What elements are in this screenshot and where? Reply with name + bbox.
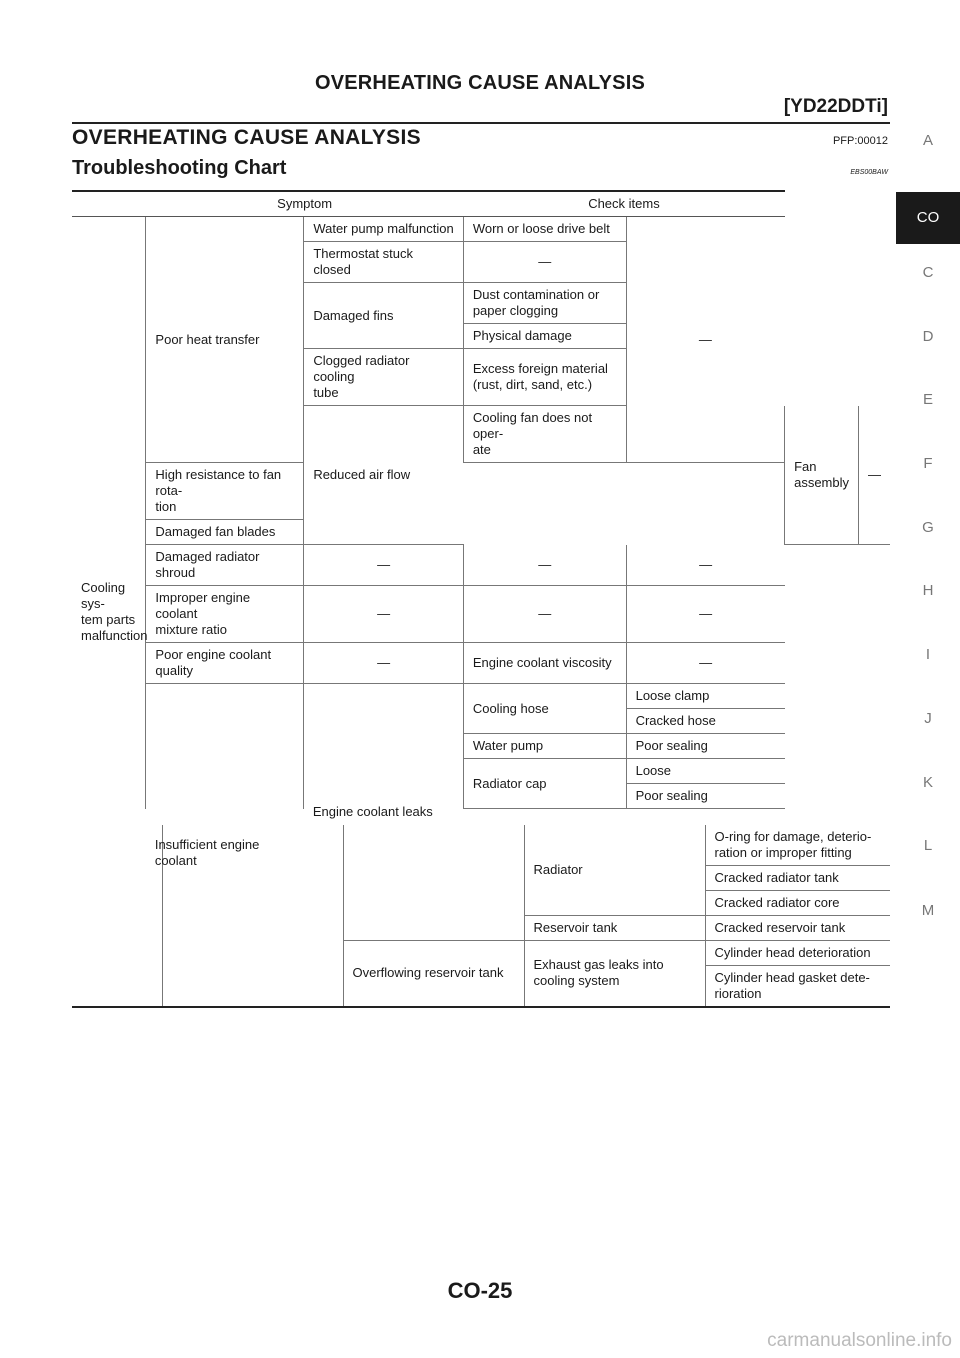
cell-water-pump-malfunction: Water pump malfunction [304, 217, 464, 242]
group-cooling-system-label: Cooling sys- tem parts malfunction [81, 579, 148, 643]
watermark: carmanualsonline.info [767, 1330, 952, 1351]
cell-thermostat-check: — [463, 242, 626, 283]
side-tab-a[interactable]: A [922, 132, 933, 149]
header-blank [72, 191, 146, 217]
side-tab-l[interactable]: L [923, 837, 933, 854]
side-tab-f[interactable]: F [923, 455, 933, 472]
cell-mixture-c4: — [463, 586, 626, 643]
side-tab-c[interactable]: C [922, 264, 934, 281]
cell-high-resistance: High resistance to fan rota- tion [146, 463, 304, 520]
cell-mixture-c3: — [304, 586, 464, 643]
cell-worn-belt: Worn or loose drive belt [463, 217, 626, 242]
cell-coolant-leaks [304, 684, 464, 809]
cell-radiator: Radiator [524, 825, 705, 916]
cell-excess-material: Excess foreign material (rust, dirt, sand, etc.) [463, 349, 626, 406]
cell-overflowing: Overflowing reservoir tank [343, 940, 524, 1007]
cell-water-pump: Water pump [463, 734, 626, 759]
cell-cracked-core: Cracked radiator core [705, 890, 890, 915]
cell-physical-damage: Physical damage [463, 324, 626, 349]
group-cooling-system [72, 217, 146, 809]
group-cont [72, 825, 162, 1007]
cell-reduced-air-flow: Reduced air flow [304, 406, 464, 545]
cell-quality-c5: — [626, 643, 785, 684]
cell-dust: Dust contamination or paper clogging [463, 283, 626, 324]
header-symptom: Symptom [146, 191, 463, 217]
cell-poor-sealing-2: Poor sealing [626, 784, 785, 809]
cell-fan-assembly: Fan assembly [785, 406, 859, 545]
cell-pht-last: — [626, 217, 785, 463]
cell-insufficient-coolant-label: Insufficient engine coolant [154, 837, 260, 868]
cell-fan-blades: Damaged fan blades [146, 520, 304, 545]
cell-quality-c4: Engine coolant viscosity [463, 643, 626, 684]
header-title: OVERHEATING CAUSE ANALYSIS [314, 72, 646, 94]
cell-damaged-fins: Damaged fins [304, 283, 464, 349]
troubleshooting-table [72, 190, 890, 809]
section-title: OVERHEATING CAUSE ANALYSIS [72, 126, 421, 149]
side-tab-i[interactable]: I [925, 646, 931, 663]
cell-mixture: Improper engine coolant mixture ratio [146, 586, 304, 643]
cell-raf-last: — [859, 406, 891, 545]
cell-cracked-hose: Cracked hose [626, 709, 785, 734]
cell-poor-sealing-1: Poor sealing [626, 734, 785, 759]
cell-shroud: Damaged radiator shroud [146, 545, 304, 586]
side-tab-g[interactable]: G [922, 519, 934, 536]
cell-gasket-det: Cylinder head gasket dete- rioration [705, 965, 890, 1007]
cell-coolant-leaks-cont [343, 825, 524, 941]
cell-radiator-cap: Radiator cap [463, 759, 626, 809]
side-tab-j[interactable]: J [924, 710, 932, 727]
side-tab-d[interactable]: D [922, 328, 934, 345]
cell-mixture-c5: — [626, 586, 785, 643]
cell-shroud-c3: — [304, 545, 464, 586]
cell-loose-clamp: Loose clamp [626, 684, 785, 709]
cell-fan-not-operate: Cooling fan does not oper- ate [463, 406, 626, 463]
side-tab-co[interactable]: CO [896, 192, 960, 244]
cell-head-det: Cylinder head deterioration [705, 940, 890, 965]
cell-thermostat: Thermostat stuck closed [304, 242, 464, 283]
cell-shroud-c4: — [463, 545, 626, 586]
page-number: CO-25 [447, 1278, 513, 1303]
header-rule [72, 122, 890, 124]
cell-coolant-leaks-label: Engine coolant leaks [312, 803, 433, 819]
cell-clogged-tube: Clogged radiator cooling tube [304, 349, 464, 406]
cell-shroud-c5: — [626, 545, 785, 586]
cell-quality: Poor engine coolant quality [146, 643, 304, 684]
side-tab-h[interactable]: H [922, 582, 934, 599]
cell-poor-heat-transfer: Poor heat transfer [146, 217, 304, 463]
cell-reservoir: Reservoir tank [524, 915, 705, 940]
header-check-items: Check items [463, 191, 784, 217]
cell-quality-c3: — [304, 643, 464, 684]
section-code: PFP:00012 [832, 135, 888, 147]
cell-exhaust: Exhaust gas leaks into cooling system [524, 940, 705, 1007]
cell-cracked-tank: Cracked radiator tank [705, 865, 890, 890]
cell-cooling-hose: Cooling hose [463, 684, 626, 734]
cell-loose: Loose [626, 759, 785, 784]
cell-insufficient-coolant [146, 684, 304, 809]
cell-cracked-reservoir: Cracked reservoir tank [705, 915, 890, 940]
side-tab-k[interactable]: K [922, 774, 933, 791]
side-tab-m[interactable]: M [921, 902, 935, 919]
subsection-title: Troubleshooting Chart [72, 157, 287, 179]
header-model: [YD22DDTi] [783, 96, 888, 117]
side-tab-e[interactable]: E [922, 391, 933, 408]
subsection-code: EBS00BAW [850, 169, 888, 176]
cell-oring: O-ring for damage, deterio- ration or improper fitting [705, 825, 890, 866]
